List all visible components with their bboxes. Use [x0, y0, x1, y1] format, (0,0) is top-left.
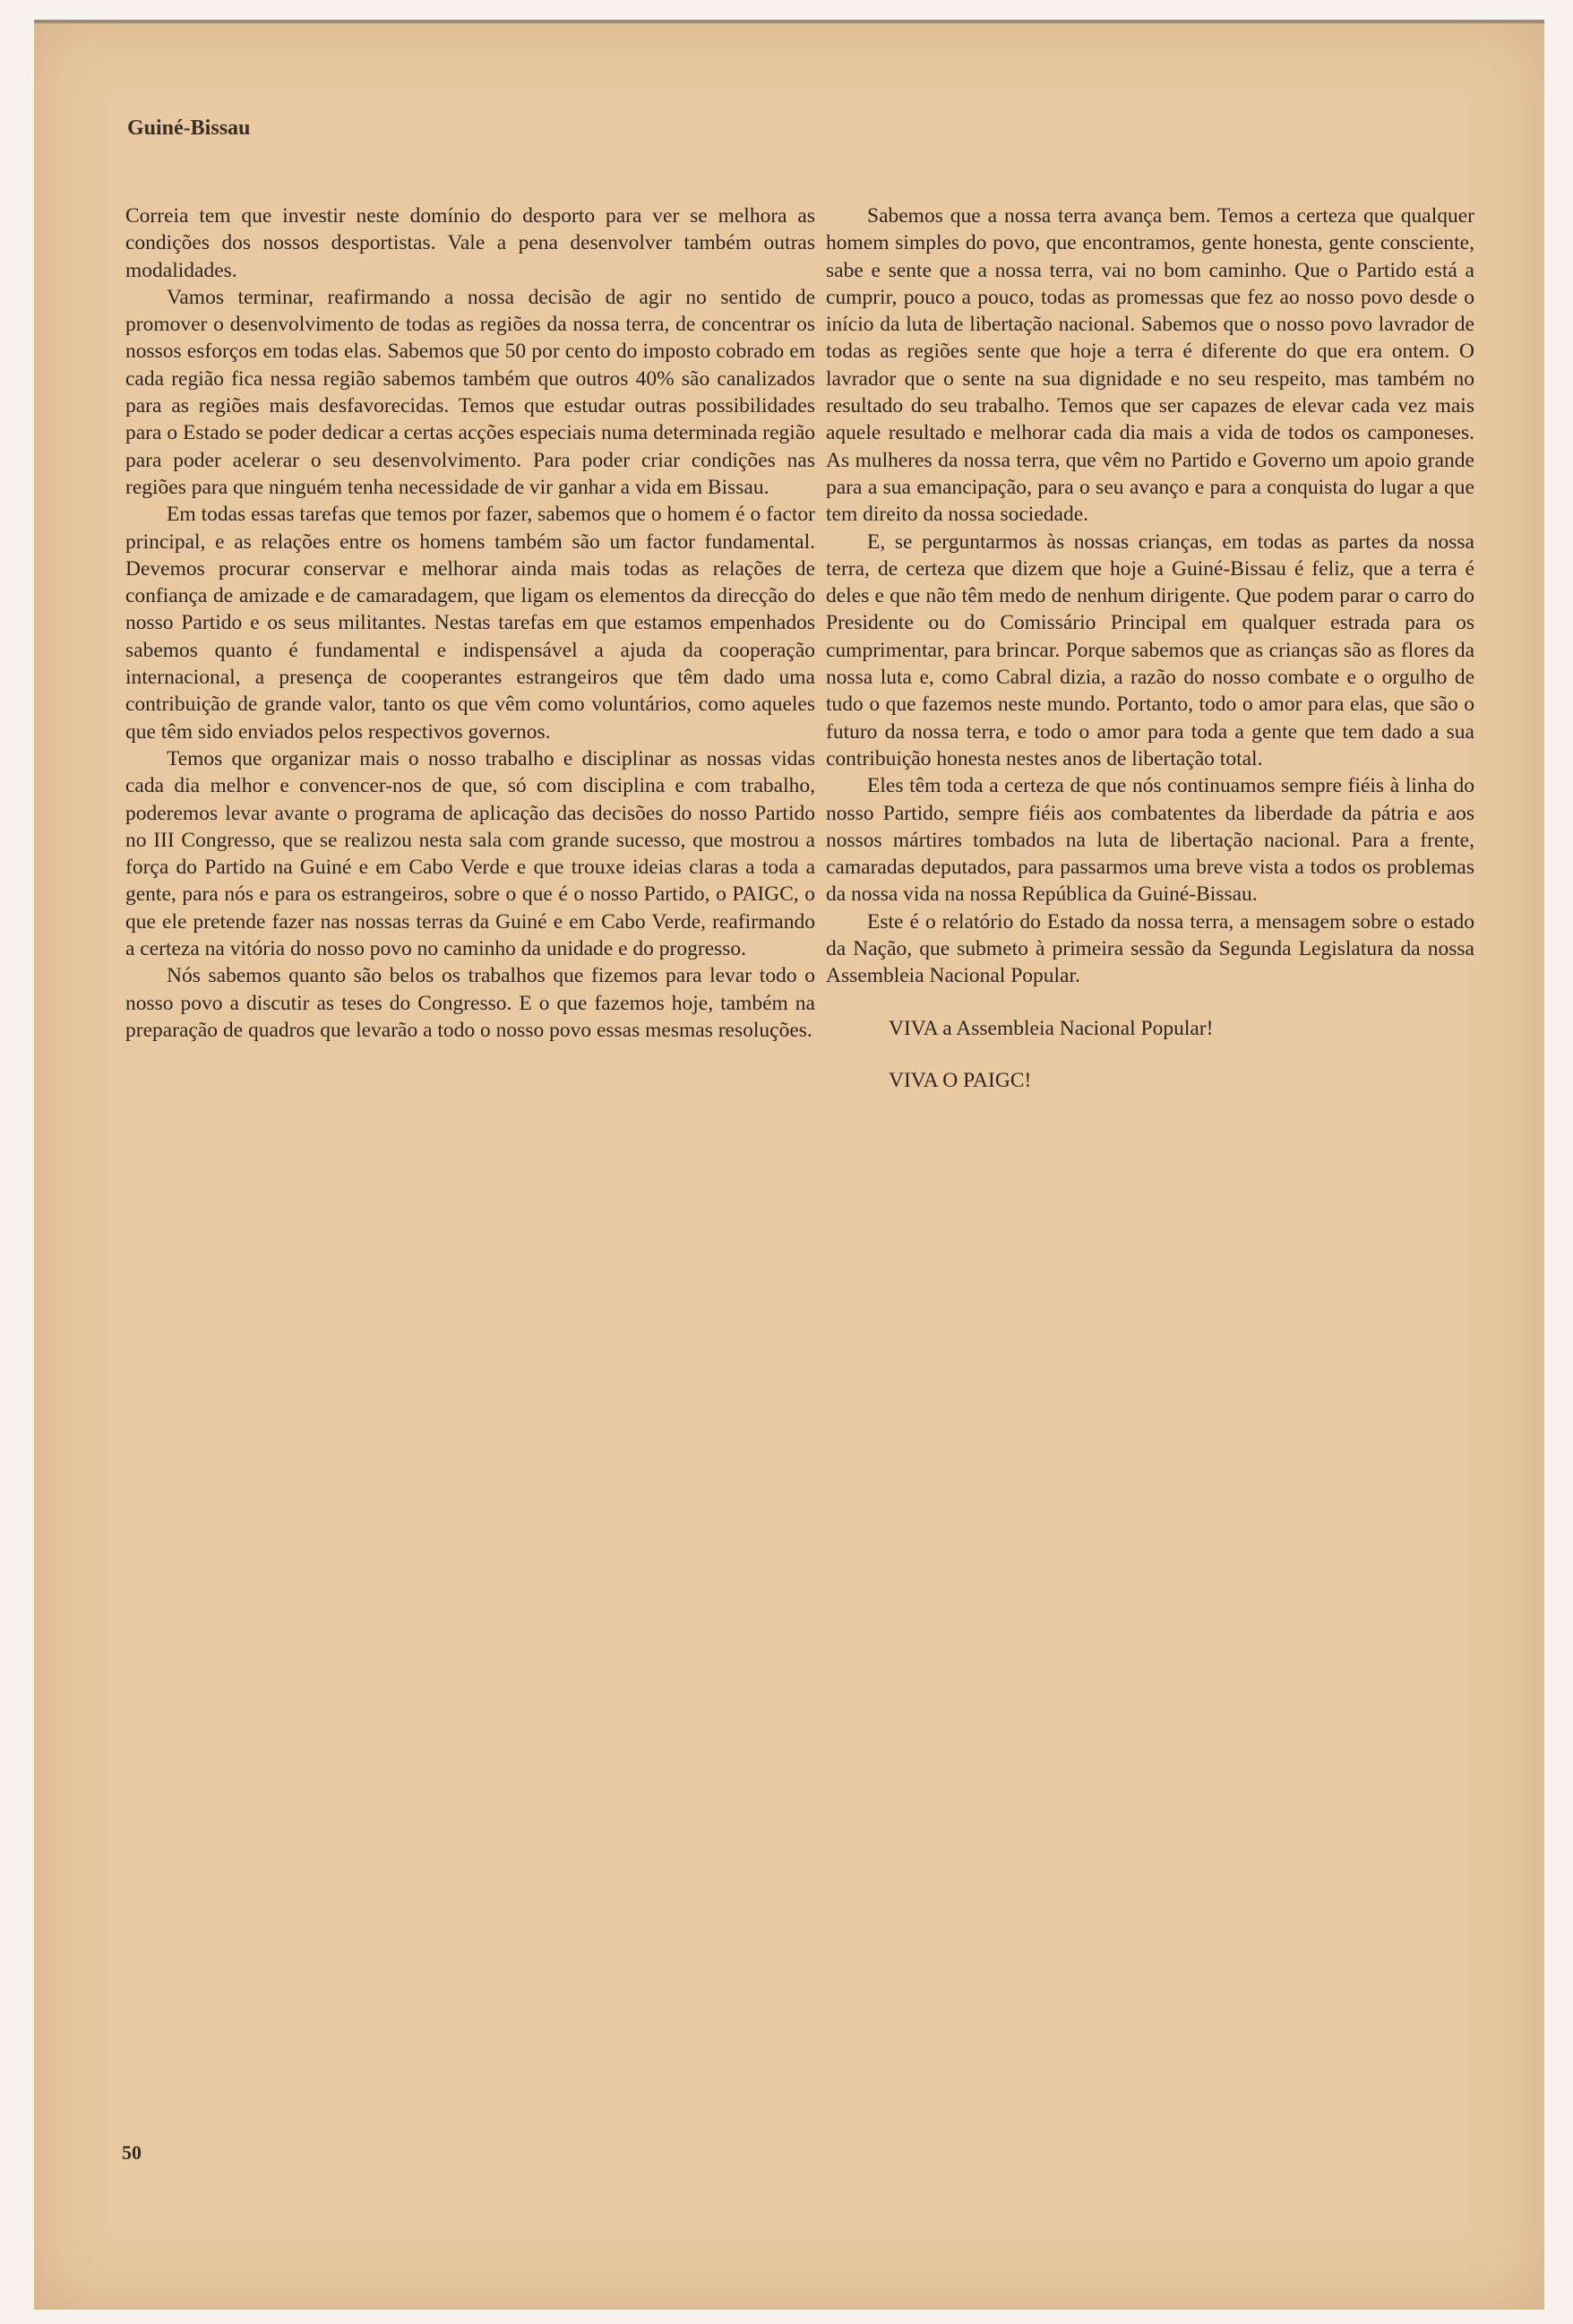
paragraph: E, se perguntarmos às nossas crianças, em todas as partes da nossa terra, de certeza que dizem que hoje a Guiné-Bissau é feliz, que a terra é deles e que não têm medo de nenhum dirigente. Que podem parar o carro do Presidente ou do Comissário Principal em qualquer estrada para os cumprimentar, para brincar. Porque sabemos que as crianças são as flores da nossa luta e, como Cabral dizia, a razão do nosso combate e o orgulho de tudo o que fazemos neste mundo. Portanto, todo o amor para elas, que são o futuro da nossa terra, e todo o amor para toda a gente que tem dado a sua contribuição honesta nestes anos de libertação total. [826, 529, 1474, 770]
paragraph: Vamos terminar, reafirmando a nossa decisão de agir no sentido de promover o desenvolvimento de todas as regiões da nossa terra, de concentrar os nossos esforços em todas elas. Sabemos que 50 por cento do imposto cobrado em cada região fica nessa região sabemos também que outros 40% são canalizados para as regiões mais desfavorecidas. Temos que estudar outras possibilidades para o Estado se poder dedicar a certas acções especiais numa determinada região para poder acelerar o seu desenvolvimento. Para poder criar condições nas regiões para que ninguém tenha necessidade de vir ganhar a vida em Bissau. [125, 285, 815, 499]
paragraph: Nós sabemos quanto são belos os trabalhos que fizemos para levar todo o nosso povo a discutir as teses do Congresso. E o que fazemos hoje, também na preparação de quadros que levarão a todo o nosso povo essas mesmas resoluções. [125, 964, 815, 1042]
paragraph: Em todas essas tarefas que temos por fazer, sabemos que o homem é o factor principal, e as relações entre os homens também são um factor fundamental. Devemos procurar conservar e melhorar ainda mais todas as relações de confiança de amizade e de camaradagem, que ligam os elementos da direcção do nosso Partido e os seus militantes. Nestas tarefas em que estamos empenhados sabemos quanto é fundamental e indispensável a ajuda da cooperação internacional, a presença de cooperantes estrangeiros que têm dado uma contribuição de grande valor, tanto os que vêm como voluntários, como aqueles que têm sido enviados pelos respectivos governos. [125, 503, 815, 744]
paragraph: Sabemos que a nossa terra avança bem. Temos a certeza que qualquer homem simples do povo, que encontramos, gente honesta, gente consciente, sabe e sente que a nossa terra, vai no bom caminho. Que o Partido está a cumprir, pouco a pouco, todas as promessas que fez ao nosso povo desde o início da luta de libertação nacional. Sabemos que o nosso povo lavrador de todas as regiões sente que hoje a terra é diferente do que era ontem. O lavrador que o sente na sua dignidade e no seu respeito, mas também no resultado do seu trabalho. Temos que ser capazes de elevar cada vez mais aquele resultado e melhorar cada dia mais a vida de todos os camponeses. As mulheres da nossa terra, que vêm no Partido e Governo um apoio grande para a sua emancipação, para o seu avanço e para a conquista do lugar a que tem direito da nossa sociedade. [826, 204, 1474, 527]
paragraph: Correia tem que investir neste domínio do desporto para ver se melhora as condições dos nossos desportistas. Vale a pena desenvolver também outras modalidades. [125, 204, 815, 282]
paragraph: Este é o relatório do Estado da nossa terra, a mensagem sobre o estado da Nação, que submeto à primeira sessão da Segunda Legislatura da nossa Assembleia Nacional Popular. [826, 909, 1474, 988]
paragraph: Eles têm toda a certeza de que nós continuamos sempre fiéis à linha do nosso Partido, sempre fiéis aos combatentes da liberdade da pátria e aos nossos mártires tombados na luta de libertação nacional. Para a frente, camaradas deputados, para passarmos uma breve vista a todos os problemas da nossa vida na nossa República da Guiné-Bissau. [826, 774, 1474, 907]
paragraph: Temos que organizar mais o nosso trabalho e disciplinar as nossas vidas cada dia melhor e convencer-nos de que, só com disciplina e com trabalho, poderemos levar avante o programa de aplicação das decisões do nosso Partido no III Congresso, que se realizou nesta sala com grande sucesso, que mostrou a força do Partido na Guiné e em Cabo Verde e que trouxe ideias claras a toda a gente, para nós e para os estrangeiros, sobre o que é o nosso Partido, o PAIGC, o que ele pretende fazer nas nossas terras da Guiné e em Cabo Verde, reafirmando a certeza na vitória do nosso povo no caminho da unidade e do progresso. [125, 746, 815, 961]
page-number: 50 [122, 2141, 142, 2164]
running-header: Guiné-Bissau [127, 116, 251, 140]
left-column [125, 202, 815, 1044]
closing-line: VIVA O PAIGC! [889, 1068, 1032, 1092]
closing-line: VIVA a Assembleia Nacional Popular! [889, 1016, 1214, 1040]
document-page [34, 20, 1544, 2310]
right-column [826, 202, 1474, 1094]
